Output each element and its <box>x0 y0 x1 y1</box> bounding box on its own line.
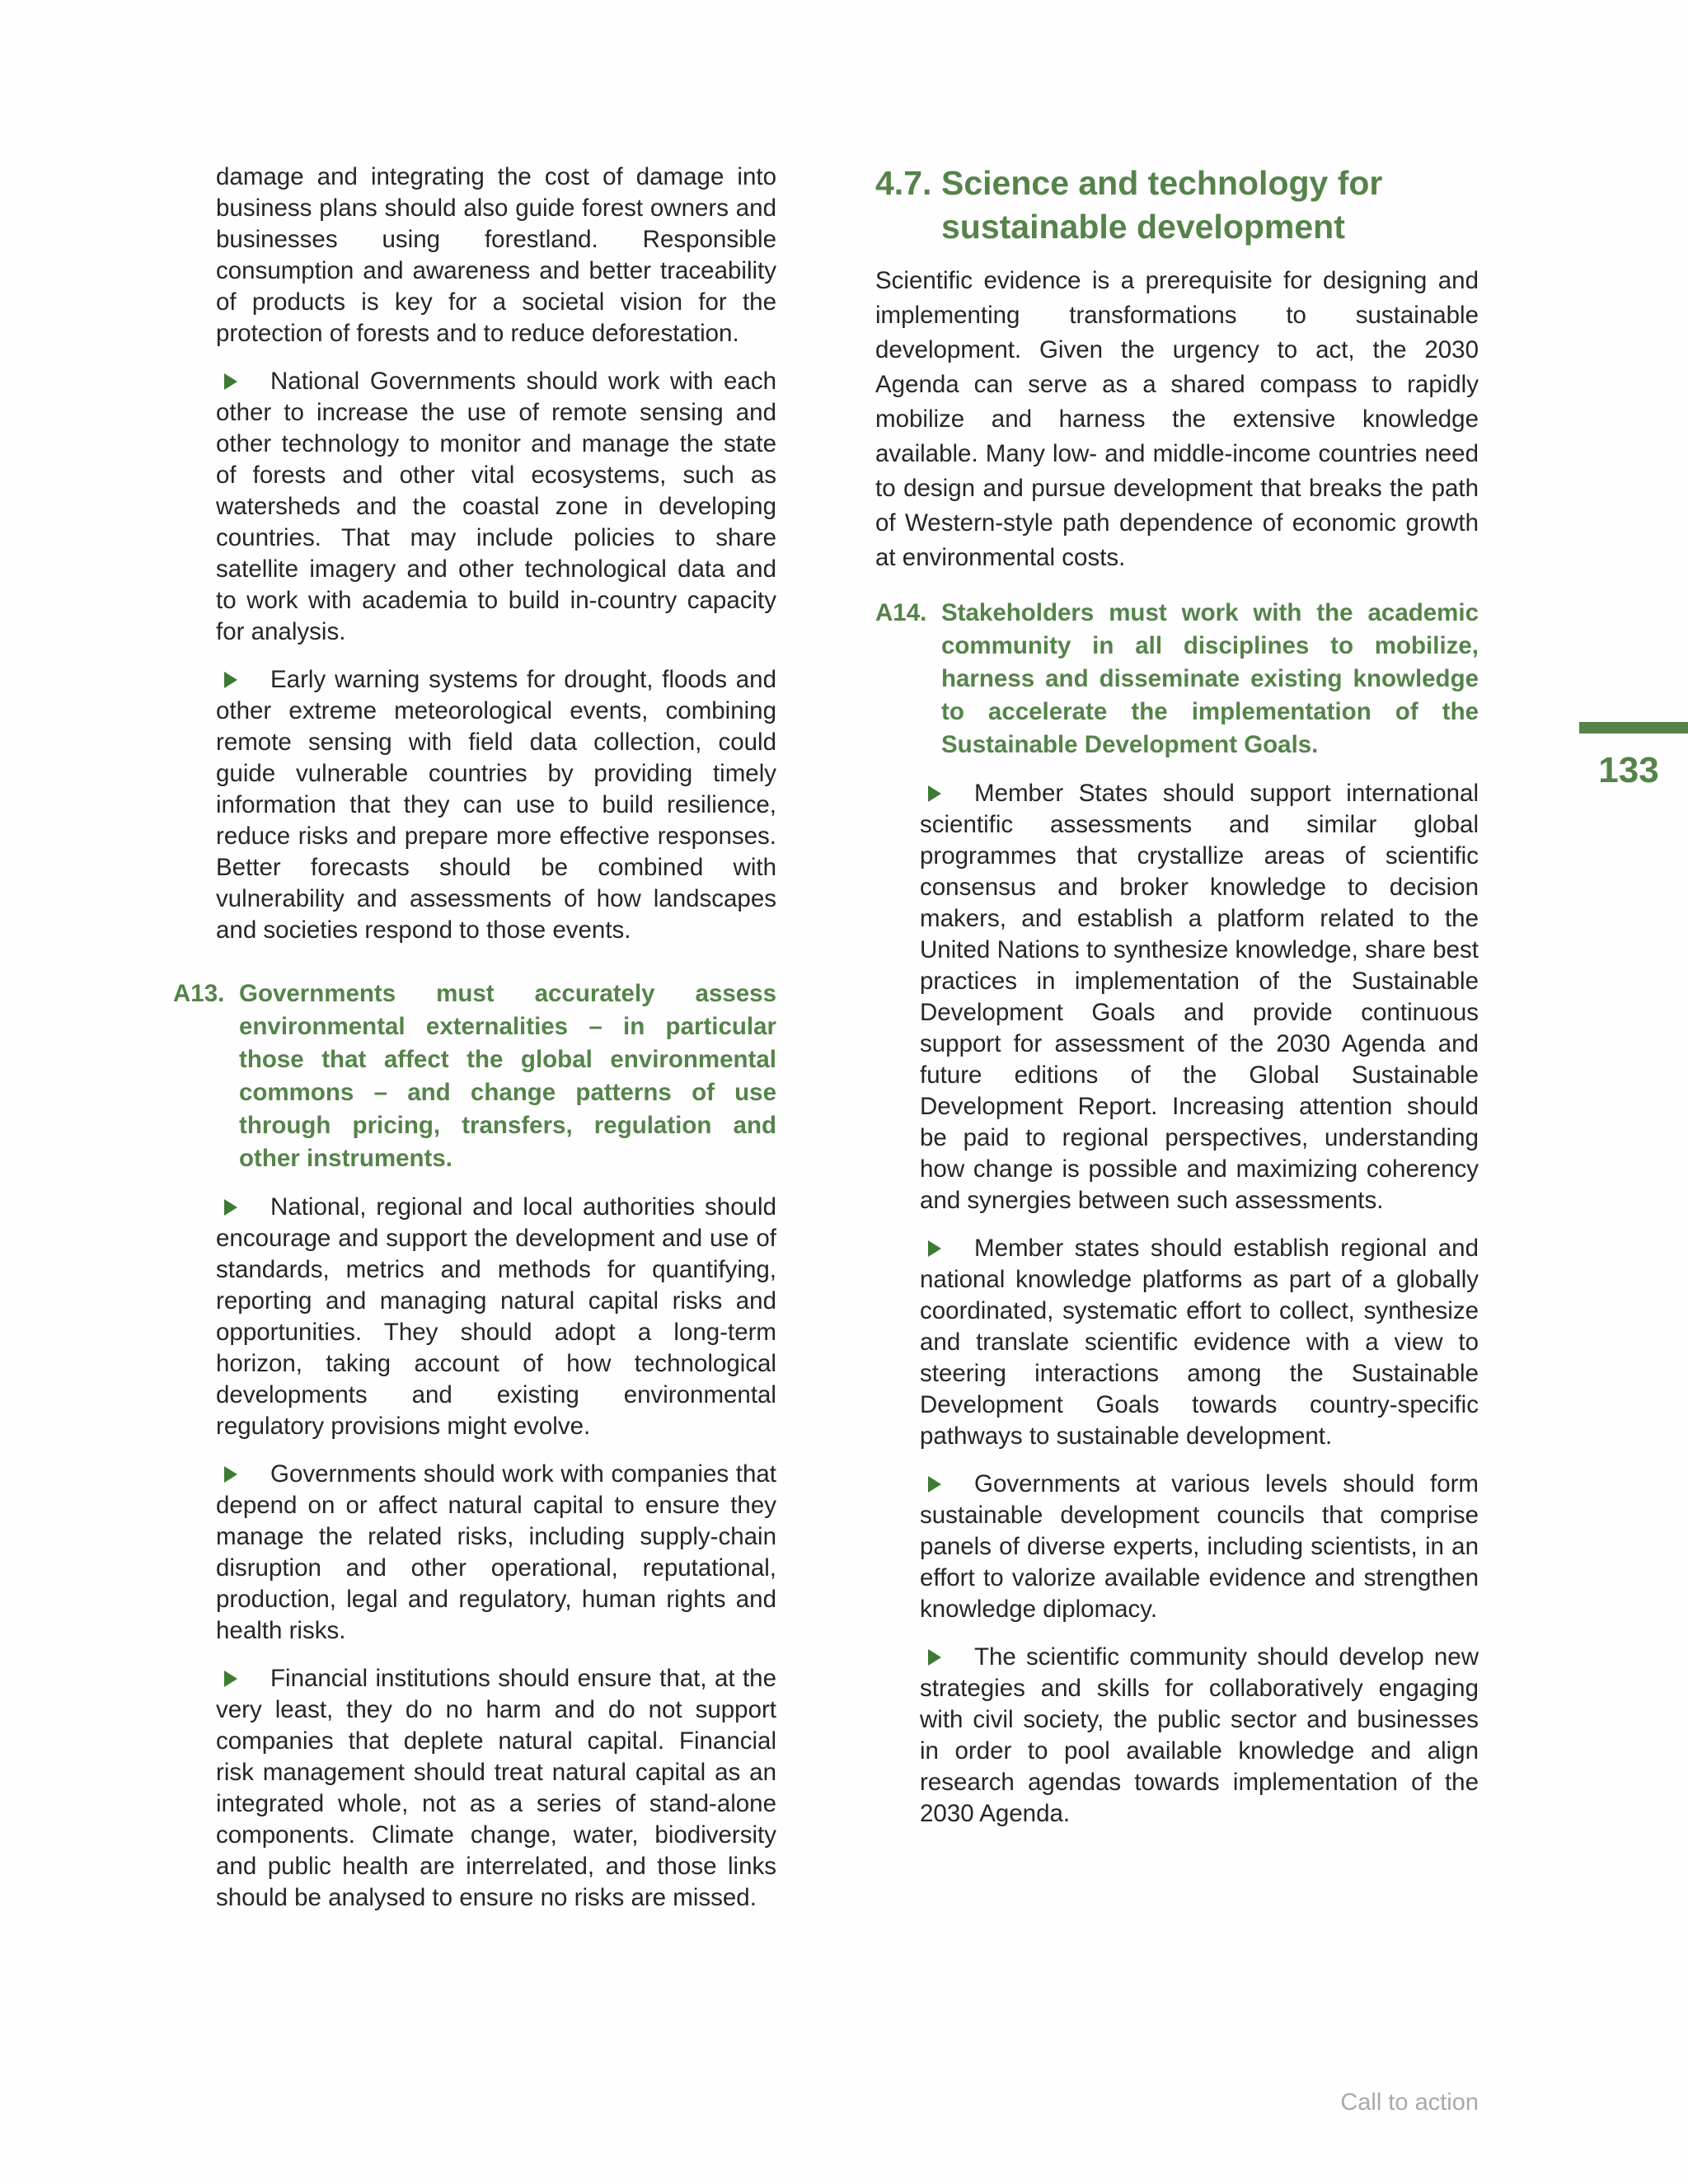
bullet-item <box>216 1663 776 1914</box>
bullet-text: The scientific community should develop new strategies and skills for collaboratively engaging with civil society, the public sector and businesses in order to pool available knowledge and align research agendas towards implementation of the 2030 Agenda. <box>920 1643 1479 1827</box>
action-text: Stakeholders must work with the academic community in all disciplines to mobilize, harness and disseminate existing knowledge to accelerate the implementation of the Sustainable Development Goals. <box>941 599 1479 758</box>
paragraph: damage and integrating the cost of damage into business plans should also guide forest owners and businesses using forestland. Responsible consumption and awareness and better traceability of products is key for a societal vision for the protection of forests and to reduce deforestation. <box>216 163 776 347</box>
bullet-text: National, regional and local authorities should encourage and support the development and use of standards, metrics and methods for quantifying, reporting and managing natural capital risks and opportunities. They should adopt a long-term horizon, taking account of how technological developments and existing environmental regulatory provisions might evolve. <box>216 1193 776 1440</box>
left-column <box>173 162 776 1914</box>
bullet-text: Governments at various levels should form sustainable development councils that comprise panels of diverse experts, including scientists, in an effort to valorize available evidence and strengthen knowledge diplomacy. <box>920 1470 1479 1623</box>
triangle-bullet-icon <box>928 1476 941 1493</box>
triangle-bullet-icon <box>224 1466 237 1483</box>
section-title: Science and technology for sustainable development <box>941 164 1383 246</box>
action-text: Governments must accurately assess environmental externalities – in particular those that affect the global environmental commons – and change patterns of use through pricing, transfers, regulation and other instruments. <box>239 980 776 1172</box>
bullet-item <box>216 1459 776 1647</box>
triangle-bullet-icon <box>928 785 941 802</box>
triangle-bullet-icon <box>224 373 237 390</box>
section-heading <box>875 162 1479 249</box>
section-number: 4.7. <box>875 164 932 202</box>
bullet-text: Member states should establish regional and national knowledge platforms as part of a globally coordinated, systematic effort to collect, synthesize and translate scientific evidence with a view to steering interactions among the Sustainable Development Goals towards country-specific pathways to sustainable development. <box>920 1235 1479 1450</box>
triangle-bullet-icon <box>928 1240 941 1257</box>
triangle-bullet-icon <box>224 1671 237 1687</box>
bullet-text: Early warning systems for drought, floods and other extreme meteorological events, combining remote sensing with field data collection, could guide vulnerable countries by providing timely information that they can use to build resilience, reduce risks and prepare more effective responses. Better forecasts should be combined with vulnerability and assessments of how landscapes and societies respond to those events. <box>216 666 776 944</box>
bullet-item <box>216 366 776 648</box>
action-number: A13. <box>173 980 225 1007</box>
page-marker-bar <box>1579 722 1688 733</box>
triangle-bullet-icon <box>224 672 237 688</box>
triangle-bullet-icon <box>928 1649 941 1666</box>
bullet-text: Financial institutions should ensure that, at the very least, they do no harm and do not support companies that deplete natural capital. Financial risk management should treat natural capital as an integrated whole, not as a series of stand-alone components. Climate change, water, biodiversity and public health are interrelated, and those links should be analysed to ensure no risks are missed. <box>216 1665 776 1911</box>
bullet-text: Member States should support international scientific assessments and similar global programmes that crystallize areas of scientific consensus and broker knowledge to decision makers, and establish a platform related to the United Nations to synthesize knowledge, share best practices in implementation of the Sustainable Development Goals and provide continuous support for assessment of the 2030 Agenda and future editions of the Global Sustainable Development Report. Increasing attention should be paid to regional perspectives, understanding how change is possible and maximizing coherency and synergies between such assessments. <box>920 780 1479 1214</box>
bullet-item <box>216 664 776 946</box>
bullet-text: Governments should work with companies that depend on or affect natural capital to ensure they manage the related risks, including supply-chain disruption and other operational, reputational, production, legal and regulatory, human rights and health risks. <box>216 1460 776 1644</box>
bullet-item <box>920 778 1479 1216</box>
triangle-bullet-icon <box>224 1199 237 1216</box>
paragraph: Scientific evidence is a prerequisite for designing and implementing transformations to sustainable development. Given the urgency to act, the 2030 Agenda can serve as a shared compass to rapidly mobilize and harness the extensive knowledge available. Many low- and middle-income countries need to design and pursue development that breaks the path of Western-style path dependence of economic growth at environmental costs. <box>875 267 1479 571</box>
bullet-item <box>216 1192 776 1442</box>
page-number: 133 <box>1598 750 1659 790</box>
bullet-text: National Governments should work with each other to increase the use of remote sensing and other technology to monitor and manage the state of forests and other vital ecosystems, such as watersheds and the coastal zone in developing countries. That may include policies to share satellite imagery and other technological data and to work with academia to build in-country capacity for analysis. <box>216 368 776 645</box>
bullet-item <box>920 1469 1479 1625</box>
action-item-a14 <box>875 597 1479 762</box>
bullet-item <box>920 1642 1479 1830</box>
right-column <box>875 162 1479 1830</box>
footer-text: Call to action <box>1340 2089 1479 2116</box>
action-item-a13 <box>173 977 776 1175</box>
bullet-item <box>920 1233 1479 1452</box>
action-number: A14. <box>875 599 927 626</box>
